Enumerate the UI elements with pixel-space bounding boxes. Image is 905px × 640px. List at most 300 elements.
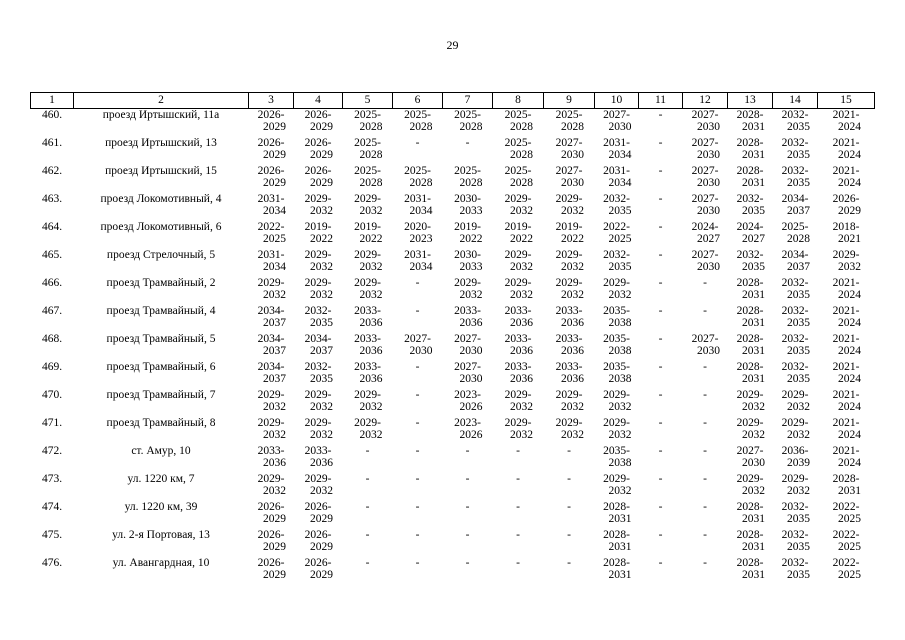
year-range-cell	[294, 529, 343, 557]
address-cell: проезд Трамвайный, 6	[106, 361, 216, 373]
address-cell: проезд Локомотивный, 6	[100, 221, 222, 233]
year-range-cell	[443, 557, 493, 585]
year-range-value: 2024- 2027	[691, 221, 720, 245]
year-range-value: 2026- 2029	[304, 501, 333, 525]
year-range-value: 2029- 2032	[504, 389, 533, 413]
year-range-value: 2027- 2030	[691, 109, 720, 133]
year-range-cell	[443, 501, 493, 529]
year-range-value: 2029- 2032	[781, 417, 810, 441]
row-number: 470.	[41, 389, 63, 401]
year-range-cell	[393, 193, 443, 221]
year-range-cell	[818, 193, 875, 221]
year-range-cell	[294, 249, 343, 277]
year-range-cell	[639, 109, 683, 138]
year-range-value: 2025- 2028	[404, 165, 433, 189]
dash-value: -	[567, 557, 571, 569]
year-range-cell	[595, 137, 639, 165]
year-range-cell	[639, 501, 683, 529]
year-range-value: 2019- 2022	[555, 221, 584, 245]
year-range-cell	[773, 165, 818, 193]
year-range-cell	[639, 417, 683, 445]
year-range-value: 2032- 2035	[603, 193, 632, 217]
year-range-value: 2025- 2028	[454, 165, 483, 189]
year-range-cell	[639, 389, 683, 417]
column-header-10: 10	[595, 93, 639, 109]
year-range-cell	[728, 445, 773, 473]
year-range-value: 2029- 2032	[354, 193, 383, 217]
year-range-cell	[639, 137, 683, 165]
table-row	[31, 333, 875, 361]
year-range-cell	[595, 557, 639, 585]
year-range-value: 2033- 2036	[504, 305, 533, 329]
address-cell: проезд Иртышский, 15	[105, 165, 217, 177]
year-range-cell	[639, 221, 683, 249]
year-range-value: 2033- 2036	[555, 361, 584, 385]
year-range-cell	[595, 417, 639, 445]
table-row	[31, 137, 875, 165]
year-range-cell	[393, 165, 443, 193]
year-range-cell	[773, 473, 818, 501]
year-range-cell	[443, 137, 493, 165]
year-range-cell	[639, 473, 683, 501]
year-range-cell	[393, 109, 443, 138]
year-range-cell	[773, 501, 818, 529]
year-range-cell	[294, 305, 343, 333]
year-range-cell	[393, 529, 443, 557]
dash-value: -	[658, 529, 663, 541]
year-range-cell	[728, 305, 773, 333]
year-range-value: 2029- 2032	[603, 277, 632, 301]
year-range-value: 2029- 2032	[504, 277, 533, 301]
column-header-3: 3	[249, 93, 294, 109]
year-range-cell	[728, 529, 773, 557]
address-cell: проезд Иртышский, 13	[105, 137, 217, 149]
year-range-value: 2029- 2032	[354, 389, 383, 413]
year-range-value: 2028- 2031	[736, 557, 765, 581]
dash-value: -	[658, 501, 663, 513]
year-range-cell	[683, 417, 728, 445]
year-range-cell	[544, 193, 595, 221]
year-range-value: 2021- 2024	[832, 277, 861, 301]
year-range-value: 2021- 2024	[832, 389, 861, 413]
dash-value: -	[465, 529, 470, 541]
year-range-cell	[595, 249, 639, 277]
column-header-7: 7	[443, 93, 493, 109]
year-range-value: 2032- 2035	[781, 557, 810, 581]
dash-value: -	[658, 361, 663, 373]
year-range-cell	[393, 277, 443, 305]
year-range-cell	[683, 165, 728, 193]
year-range-value: 2027- 2030	[691, 249, 720, 273]
year-range-cell	[773, 445, 818, 473]
year-range-cell	[493, 165, 544, 193]
row-number: 474.	[41, 501, 63, 513]
year-range-value: 2025- 2028	[781, 221, 810, 245]
row-number: 476.	[41, 557, 63, 569]
year-range-value: 2025- 2028	[354, 137, 383, 161]
year-range-value: 2019- 2022	[354, 221, 383, 245]
year-range-value: 2029- 2032	[781, 389, 810, 413]
year-range-value: 2025- 2028	[504, 165, 533, 189]
year-range-value: 2021- 2024	[832, 165, 861, 189]
year-range-cell	[773, 557, 818, 585]
column-header-15: 15	[818, 93, 875, 109]
year-range-cell	[728, 221, 773, 249]
year-range-value: 2021- 2024	[832, 361, 861, 385]
dash-value: -	[703, 389, 707, 401]
year-range-value: 2032- 2035	[781, 529, 810, 553]
dash-value: -	[415, 361, 420, 373]
year-range-cell	[443, 249, 493, 277]
year-range-value: 2031- 2034	[257, 249, 286, 273]
year-range-value: 2029- 2032	[736, 389, 765, 413]
year-range-value: 2029- 2032	[603, 417, 632, 441]
year-range-cell	[343, 417, 393, 445]
dash-value: -	[516, 501, 520, 513]
year-range-value: 2019- 2022	[454, 221, 483, 245]
address-cell: ст. Амур, 10	[131, 445, 191, 457]
year-range-cell	[773, 389, 818, 417]
year-range-value: 2021- 2024	[832, 305, 861, 329]
table-row	[31, 221, 875, 249]
year-range-cell	[443, 529, 493, 557]
year-range-cell	[818, 473, 875, 501]
dash-value: -	[415, 501, 420, 513]
year-range-cell	[683, 445, 728, 473]
year-range-cell	[544, 417, 595, 445]
year-range-cell	[343, 529, 393, 557]
year-range-value: 2032- 2035	[781, 361, 810, 385]
year-range-cell	[249, 277, 294, 305]
year-range-cell	[343, 249, 393, 277]
row-number: 466.	[41, 277, 63, 289]
year-range-cell	[683, 305, 728, 333]
year-range-cell	[393, 137, 443, 165]
year-range-value: 2026- 2029	[832, 193, 861, 217]
year-range-value: 2028- 2031	[736, 529, 765, 553]
year-range-value: 2033- 2036	[354, 361, 383, 385]
column-header-11: 11	[639, 93, 683, 109]
year-range-value: 2029- 2032	[304, 417, 333, 441]
year-range-value: 2026- 2029	[304, 137, 333, 161]
column-header-8: 8	[493, 93, 544, 109]
year-range-cell	[544, 221, 595, 249]
column-header-1: 1	[31, 93, 74, 109]
year-range-cell	[728, 501, 773, 529]
year-range-cell	[728, 277, 773, 305]
year-range-cell	[294, 417, 343, 445]
year-range-cell	[773, 249, 818, 277]
dash-value: -	[365, 473, 370, 485]
year-range-cell	[683, 193, 728, 221]
year-range-value: 2033- 2036	[555, 333, 584, 357]
year-range-cell	[493, 389, 544, 417]
year-range-cell	[683, 529, 728, 557]
year-range-value: 2029- 2032	[304, 249, 333, 273]
row-number: 461.	[41, 137, 63, 149]
year-range-cell	[294, 557, 343, 585]
year-range-value: 2027- 2030	[454, 361, 483, 385]
year-range-value: 2029- 2032	[781, 473, 810, 497]
year-range-cell	[443, 333, 493, 361]
year-range-cell	[443, 305, 493, 333]
year-range-cell	[493, 221, 544, 249]
address-cell: проезд Локомотивный, 4	[100, 193, 222, 205]
year-range-cell	[595, 473, 639, 501]
dash-value: -	[365, 557, 370, 569]
year-range-cell	[639, 277, 683, 305]
year-range-cell	[683, 277, 728, 305]
year-range-cell	[544, 277, 595, 305]
row-number: 468.	[41, 333, 63, 345]
year-range-cell	[393, 361, 443, 389]
year-range-cell	[595, 389, 639, 417]
year-range-cell	[493, 109, 544, 138]
year-range-value: 2029- 2032	[354, 417, 383, 441]
year-range-cell	[595, 529, 639, 557]
year-range-cell	[343, 193, 393, 221]
year-range-value: 2033- 2036	[354, 333, 383, 357]
year-range-cell	[683, 473, 728, 501]
year-range-cell	[343, 165, 393, 193]
column-header-2: 2	[74, 93, 249, 109]
year-range-cell	[343, 109, 393, 138]
year-range-value: 2033- 2036	[454, 305, 483, 329]
dash-value: -	[415, 445, 420, 457]
year-range-cell	[343, 277, 393, 305]
year-range-value: 2026- 2029	[304, 165, 333, 189]
year-range-value: 2029- 2032	[257, 417, 286, 441]
year-range-cell	[818, 333, 875, 361]
year-range-cell	[544, 361, 595, 389]
year-range-cell	[544, 529, 595, 557]
dash-value: -	[658, 165, 663, 177]
year-range-cell	[818, 501, 875, 529]
year-range-cell	[773, 529, 818, 557]
year-range-value: 2034- 2037	[257, 333, 286, 357]
row-number: 469.	[41, 361, 63, 373]
year-range-value: 2027- 2030	[691, 137, 720, 161]
year-range-cell	[343, 445, 393, 473]
year-range-value: 2032- 2035	[781, 333, 810, 357]
year-range-cell	[639, 361, 683, 389]
year-range-value: 2033- 2036	[504, 361, 533, 385]
address-cell: ул. 1220 км, 39	[124, 501, 198, 513]
row-number: 473.	[41, 473, 63, 485]
address-cell: проезд Трамвайный, 5	[106, 333, 216, 345]
year-range-value: 2031- 2034	[257, 193, 286, 217]
year-range-cell	[249, 333, 294, 361]
year-range-cell	[249, 417, 294, 445]
year-range-value: 2029- 2032	[603, 389, 632, 413]
year-range-cell	[443, 445, 493, 473]
column-header-9: 9	[544, 93, 595, 109]
year-range-value: 2029- 2032	[304, 389, 333, 413]
year-range-cell	[343, 333, 393, 361]
year-range-value: 2023- 2026	[454, 389, 483, 413]
year-range-cell	[818, 417, 875, 445]
dash-value: -	[703, 277, 707, 289]
column-header-14: 14	[773, 93, 818, 109]
year-range-value: 2025- 2028	[504, 137, 533, 161]
year-range-value: 2032- 2035	[781, 165, 810, 189]
year-range-cell	[595, 277, 639, 305]
year-range-cell	[595, 221, 639, 249]
year-range-cell	[639, 249, 683, 277]
dash-value: -	[703, 361, 707, 373]
year-range-cell	[595, 333, 639, 361]
year-range-value: 2025- 2028	[555, 109, 584, 133]
year-range-cell	[493, 249, 544, 277]
year-range-cell	[443, 277, 493, 305]
dash-value: -	[465, 473, 470, 485]
year-range-cell	[249, 389, 294, 417]
year-range-cell	[294, 165, 343, 193]
year-range-value: 2035- 2038	[603, 333, 632, 357]
year-range-cell	[393, 305, 443, 333]
year-range-cell	[683, 361, 728, 389]
year-range-cell	[728, 333, 773, 361]
table-row	[31, 529, 875, 557]
table-body	[31, 109, 875, 586]
year-range-cell	[683, 221, 728, 249]
table-row	[31, 109, 875, 138]
year-range-cell	[544, 305, 595, 333]
dash-value: -	[365, 445, 370, 457]
year-range-value: 2033- 2036	[555, 305, 584, 329]
year-range-cell	[818, 389, 875, 417]
year-range-value: 2034- 2037	[781, 193, 810, 217]
year-range-value: 2019- 2022	[304, 221, 333, 245]
year-range-cell	[773, 417, 818, 445]
row-number: 467.	[41, 305, 63, 317]
year-range-cell	[294, 333, 343, 361]
year-range-value: 2029- 2032	[257, 277, 286, 301]
year-range-value: 2029- 2032	[454, 277, 483, 301]
year-range-cell	[639, 165, 683, 193]
year-range-value: 2025- 2028	[404, 109, 433, 133]
year-range-cell	[728, 249, 773, 277]
year-range-cell	[294, 389, 343, 417]
year-range-cell	[249, 109, 294, 138]
year-range-value: 2025- 2028	[454, 109, 483, 133]
year-range-cell	[683, 501, 728, 529]
year-range-cell	[818, 277, 875, 305]
year-range-cell	[443, 165, 493, 193]
year-range-value: 2029- 2032	[832, 249, 861, 273]
dash-value: -	[658, 109, 663, 121]
year-range-cell	[544, 473, 595, 501]
year-range-value: 2026- 2029	[257, 165, 286, 189]
year-range-value: 2033- 2036	[504, 333, 533, 357]
year-range-cell	[728, 557, 773, 585]
year-range-cell	[343, 221, 393, 249]
year-range-value: 2025- 2028	[354, 165, 383, 189]
dash-value: -	[658, 389, 663, 401]
year-range-value: 2018- 2021	[832, 221, 861, 245]
year-range-cell	[493, 445, 544, 473]
year-range-cell	[773, 109, 818, 138]
year-range-value: 2029- 2032	[257, 389, 286, 413]
year-range-value: 2029- 2032	[736, 473, 765, 497]
year-range-cell	[343, 361, 393, 389]
year-range-value: 2032- 2035	[781, 501, 810, 525]
table-row	[31, 389, 875, 417]
year-range-value: 2029- 2032	[555, 249, 584, 273]
year-range-value: 2026- 2029	[257, 137, 286, 161]
year-range-value: 2029- 2032	[736, 417, 765, 441]
year-range-cell	[443, 361, 493, 389]
year-range-cell	[683, 109, 728, 138]
year-range-value: 2022- 2025	[832, 501, 861, 525]
year-range-value: 2032- 2035	[781, 137, 810, 161]
year-range-cell	[249, 361, 294, 389]
year-range-cell	[683, 389, 728, 417]
year-range-value: 2019- 2022	[504, 221, 533, 245]
year-range-value: 2030- 2033	[454, 193, 483, 217]
year-range-cell	[249, 137, 294, 165]
year-range-value: 2021- 2024	[832, 417, 861, 441]
year-range-cell	[818, 445, 875, 473]
year-range-value: 2027- 2030	[736, 445, 765, 469]
year-range-cell	[818, 361, 875, 389]
year-range-value: 2027- 2030	[454, 333, 483, 357]
year-range-value: 2029- 2032	[304, 193, 333, 217]
table-row	[31, 305, 875, 333]
year-range-cell	[294, 473, 343, 501]
dash-value: -	[516, 445, 520, 457]
year-range-cell	[683, 249, 728, 277]
year-range-cell	[595, 445, 639, 473]
row-number: 460.	[41, 109, 63, 121]
dash-value: -	[658, 137, 663, 149]
year-range-value: 2033- 2036	[257, 445, 286, 469]
year-range-cell	[343, 501, 393, 529]
dash-value: -	[703, 473, 707, 485]
year-range-cell	[639, 305, 683, 333]
year-range-value: 2034- 2037	[257, 361, 286, 385]
year-range-value: 2025- 2028	[504, 109, 533, 133]
year-range-value: 2034- 2037	[257, 305, 286, 329]
year-range-value: 2029- 2032	[555, 417, 584, 441]
year-range-value: 2032- 2035	[304, 305, 333, 329]
year-range-cell	[773, 221, 818, 249]
year-range-cell	[493, 501, 544, 529]
year-range-value: 2034- 2037	[781, 249, 810, 273]
year-range-cell	[728, 389, 773, 417]
year-range-cell	[249, 445, 294, 473]
year-range-cell	[294, 277, 343, 305]
address-cell: проезд Трамвайный, 2	[106, 277, 216, 289]
year-range-value: 2024- 2027	[736, 221, 765, 245]
dash-value: -	[658, 221, 663, 233]
dash-value: -	[415, 417, 420, 429]
dash-value: -	[658, 249, 663, 261]
dash-value: -	[415, 473, 420, 485]
year-range-value: 2026- 2029	[304, 529, 333, 553]
column-header-13: 13	[728, 93, 773, 109]
year-range-cell	[443, 221, 493, 249]
year-range-cell	[773, 305, 818, 333]
year-range-value: 2026- 2029	[304, 557, 333, 581]
year-range-value: 2029- 2032	[504, 193, 533, 217]
year-range-value: 2029- 2032	[504, 249, 533, 273]
year-range-cell	[294, 109, 343, 138]
column-header-5: 5	[343, 93, 393, 109]
year-range-value: 2031- 2034	[404, 249, 433, 273]
dash-value: -	[658, 193, 663, 205]
year-range-value: 2022- 2025	[832, 557, 861, 581]
